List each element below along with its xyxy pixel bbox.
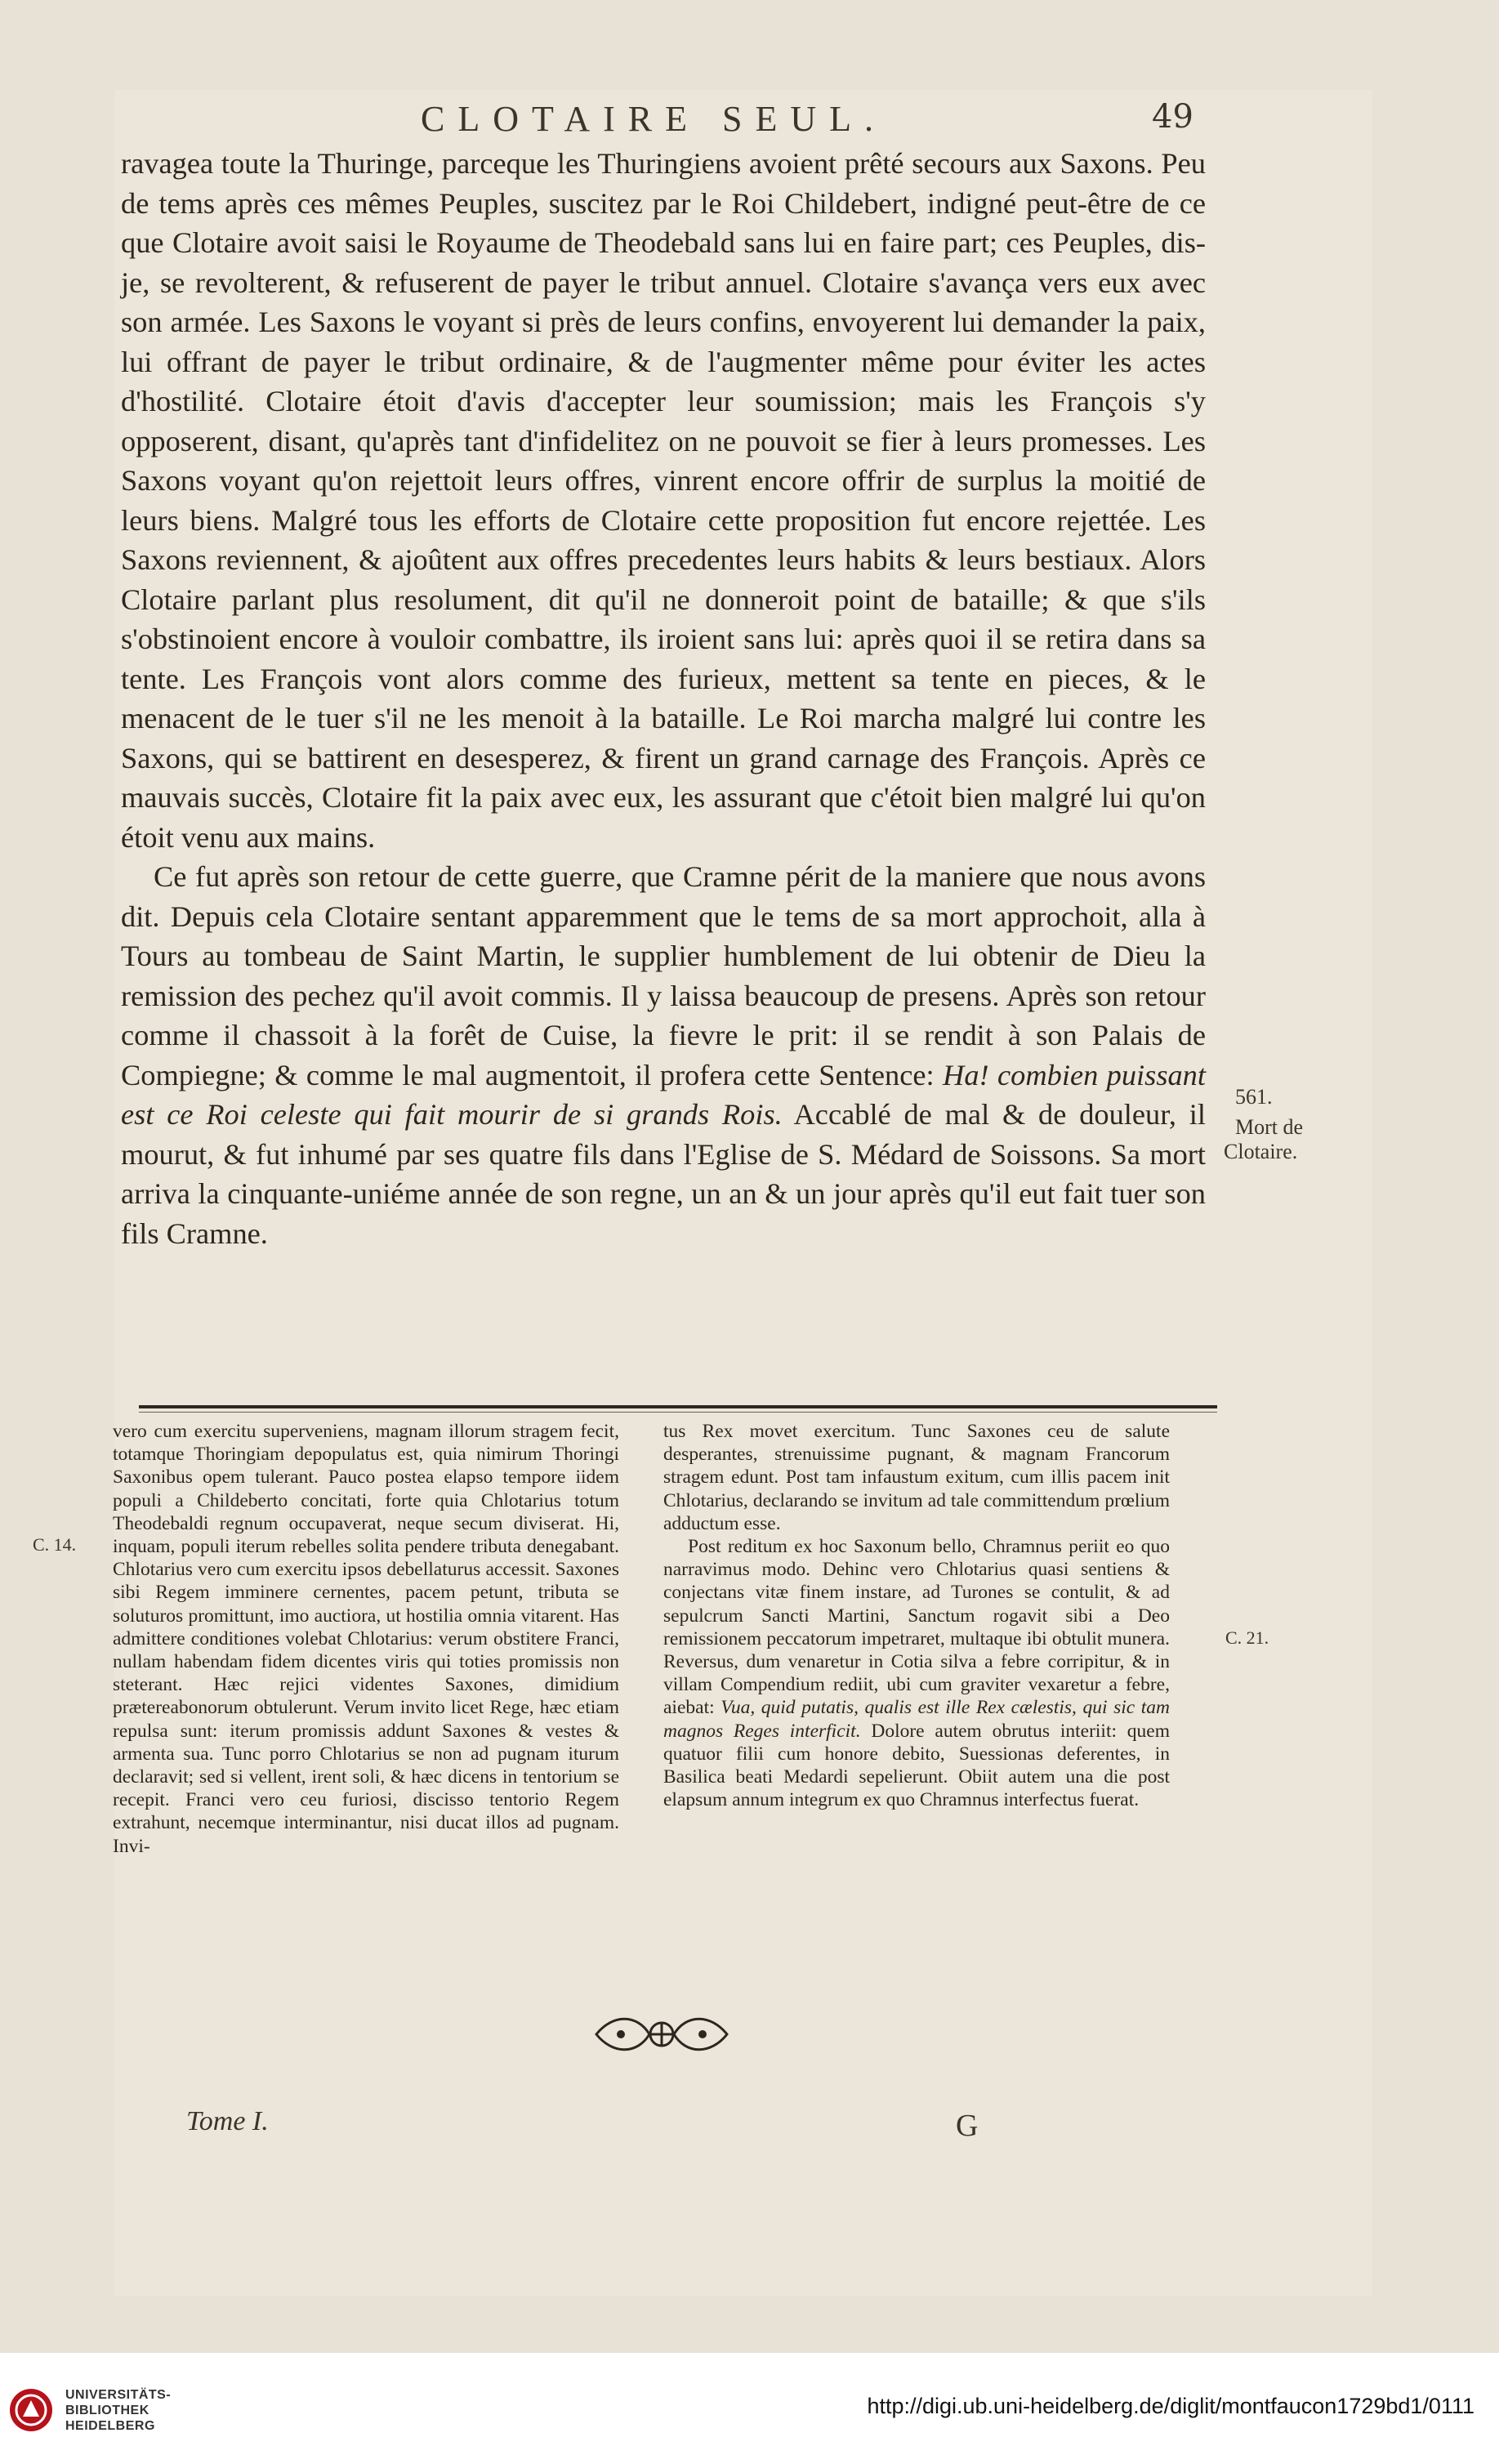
latin-right-paragraph-1: tus Rex movet exercitum. Tunc Saxones ceu de salute desperantes, strenuissime pugnant, & magnam Francorum stragem edunt. Post tam infaustum exitum, cum illis pacem init Chlotarius, declarando se invitum ad tale committendum prœlium adductum esse.: [663, 1421, 1170, 1534]
library-name-line-2: BIBLIOTHEK: [65, 2404, 149, 2417]
latin-column-left: vero cum exercitu superveniens, magnam illorum stragem fecit, totamque Thoringiam depopulatus est, quia nimirum Thoringi Saxonibus opem tulerant. Pauco postea elapso tempore iidem populi a Childeberto concitati, forte quia Chlotarius totum Theodebaldi regnum occupaverat, neque secum diviserat. Hi, inquam, populi iterum rebelles solita pendere tributa denegabant. Chlotarius vero cum exercitu ipsos debellaturus accessit. Saxones sibi Regem imminere cernentes, pacem petunt, tributa se soluturos promittunt, imo auctiora, ut hostilia omnia vitarent. Has admittere conditiones volebat Chlotarius: verum obstitere Franci, nullam habendam fidem dicentes viris qui toties promissis non steterant. Hæc rejici videntes Saxones, dimidium prætereabonorum obtulerunt. Verum invito licet Rege, hæc etiam repulsa sunt: iterum promissis addunt Saxones & vestes & armenta sua. Tunc porro Chlotarius se non ad pugnam iturum declaravit; sed si vellent, irent soli, & hæc dicens in tentorium se recepit. Franci vero ceu furiosi, discisso tentorio Regem extrahunt, necemque interminantur, nisi ducat illos ad pugnam. Invi-: [113, 1421, 619, 1857]
page-number: 49: [1152, 98, 1193, 136]
permalink-url[interactable]: http://digi.ub.uni-heidelberg.de/diglit/montfaucon1729bd1/0111: [867, 2394, 1474, 2418]
sentence-italic: Ha! combien puissant est ce Roi celeste qui fait mourir de si grands Rois.: [121, 1058, 1206, 1131]
margin-death-note-2: Clotaire.: [1224, 1140, 1298, 1163]
latin-right-paragraph-2: [663, 1535, 1170, 1811]
latin-column-right: [663, 1420, 1170, 1811]
footnote-rule: [139, 1405, 1217, 1408]
margin-right-ref: C. 21.: [1225, 1627, 1269, 1648]
library-name[interactable]: [65, 2387, 171, 2434]
footer-tome: Tome I.: [186, 2106, 269, 2136]
margin-left-ref: C. 14.: [33, 1534, 77, 1555]
latin-right-italic: Vua, quid putatis, qualis est ille Rex cælestis, qui sic tam magnos Reges interficit.: [663, 1697, 1170, 1742]
main-paragraph-1: ravagea toute la Thuringe, parceque les Thuringiens avoient prêté secours aux Saxons. Peu de tems après ces mêmes Peuples, suscitez par le Roi Childebert, indigné peut-être de ce que Clotaire avoit saisi le Royaume de Theodebald sans lui en faire part; ces Peuples, dis-je, se revolterent, & refuserent de payer le tribut annuel. Clotaire s'avança vers eux avec son armée. Les Saxons le voyant si près de leurs confins, envoyerent lui demander la paix, lui offrant de payer le tribut ordinaire, & de l'augmenter même pour éviter les actes d'hostilité. Clotaire étoit d'avis d'accepter leur soumission; mais les François s'y opposerent, disant, qu'après tant d'infidelitez on ne pouvoit se fier à leurs promesses. Les Saxons voyant qu'on rejettoit leurs offres, vinrent encore offrir de surplus la moitié de leurs biens. Malgré tous les efforts de Clotaire cette proposition fut encore rejettée. Les Saxons reviennent, & ajoûtent aux offres precedentes leurs habits & leurs bestiaux. Alors Clotaire parlant plus resolument, dit qu'il ne donneroit point de bataille; & que s'ils s'obstinoient encore à vouloir combattre, ils iroient sans lui: après quoi il se retira dans sa tente. Les François vont alors comme des furieux, mettent sa tente en pieces, & le menacent de le tuer s'il ne les menoit à la bataille. Le Roi marcha malgré lui contre les Saxons, qui se battirent en desesperez, & firent un grand carnage des François. Après ce mauvais succès, Clotaire fit la paix avec eux, les assurant que c'étoit bien malgré lui qu'on étoit venu aux mains.: [121, 147, 1206, 854]
library-seal-icon[interactable]: [7, 2386, 56, 2435]
margin-death-note-1: Mort de: [1235, 1115, 1304, 1139]
latin-right-p2-start: Post reditum ex hoc Saxonum bello, Chramnus periit eo quo narravimus modo. Dehinc vero Chlotarius quasi sentiens & conjectans vitæ finem instare, ad Turones se contulit, & ad sepulcrum Sancti Martini, Sanctum rogavit sibi a Deo remissionem peccatorum impetraret, multaque ibi obtulit munera. Reversus, dum venaretur in Cotia silva a febre corripitur, & in villam Compendium rediit, ubi cum graviter vexaretur a febre, aiebat:: [663, 1536, 1170, 1719]
library-name-line-3: HEIDELBERG: [65, 2419, 155, 2433]
running-head: CLOTAIRE SEUL.: [420, 99, 886, 139]
margin-year: 561.: [1235, 1085, 1273, 1109]
main-paragraph-2: [121, 857, 1206, 1253]
tailpiece-ornament-icon: [588, 2010, 735, 2059]
footnote-rule-thin: [139, 1412, 1217, 1413]
signature-mark: G: [956, 2109, 979, 2143]
main-text: [121, 144, 1206, 1253]
main-paragraph-2-text: Ce fut après son retour de cette guerre, que Cramne périt de la maniere que nous avons dit. Depuis cela Clotaire sentant apparemment que le tems de sa mort approchoit, alla à Tours au tombeau de Saint Martin, le supplier humblement de lui obtenir de Dieu la remission des pechez qu'il avoit commis. Il y laissa beaucoup de presens. Après son retour comme il chassoit à la forêt de Cuise, la fievre le prit: il se rendit à son Palais de Compiegne; & comme le mal augmentoit, il profera cette Sentence:: [121, 860, 1206, 1091]
main-paragraph-2-end: Accablé de mal & de douleur, il mourut, & fut inhumé par ses quatre fils dans l'Eglise de S. Médard de Soissons. Sa mort arriva la cinquante-uniéme année de son regne, un an & un jour après qu'il eut fait tuer son fils Cramne.: [121, 1098, 1206, 1250]
library-name-line-1: UNIVERSITÄTS-: [65, 2388, 172, 2402]
latin-right-p2-end: Dolore autem obrutus interiit: quem quatuor filii cum honore debito, Suessionas deferentes, in Basilica beati Medardi sepelierunt. Obiit autem una die post elapsum annum integrum ex quo Chramnus interfectus fuerat.: [663, 1720, 1170, 1811]
